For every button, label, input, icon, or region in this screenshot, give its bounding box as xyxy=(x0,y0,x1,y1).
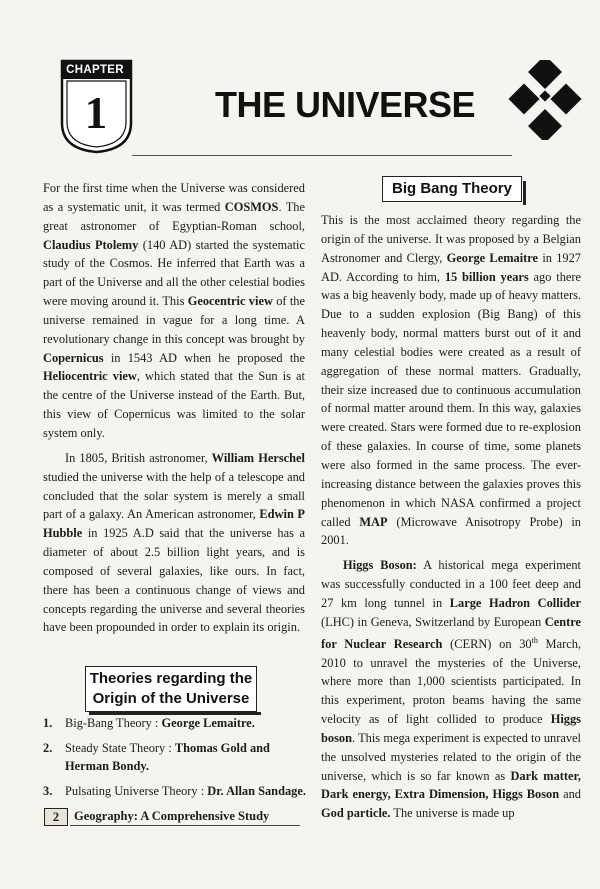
bold-term: Centre for Nuclear Research xyxy=(321,614,581,651)
bold-term: Claudius Ptolemy xyxy=(43,237,139,252)
bold-term: COSMOS xyxy=(224,199,279,214)
bold-term: Geocentric view xyxy=(187,294,273,309)
text-run: (CERN) on 30 xyxy=(442,636,532,651)
bold-term: MAP xyxy=(359,514,388,529)
intro-paragraph-1 xyxy=(43,179,305,443)
theories-list xyxy=(43,714,308,806)
big-bang-paragraph xyxy=(321,211,581,550)
theory-proponent: Thomas Gold and Herman Bondy. xyxy=(65,740,270,773)
bold-term: William Herschel xyxy=(211,450,305,465)
text-run: . The great astronomer of Egyptian-Roman school, xyxy=(43,199,305,233)
right-column xyxy=(321,211,581,823)
text-run: In 1805, British astronomer, xyxy=(65,450,212,465)
text-run: (Microwave Anisotropy Probe) in 2001. xyxy=(321,514,581,548)
bold-term: Higgs boson xyxy=(321,712,581,745)
bold-term: God particle. xyxy=(321,806,391,821)
bold-term: Edwin P Hubble xyxy=(43,507,305,541)
text-run: of the universe remained in vague for a long time. A revolutionary change in this concept was brought by xyxy=(43,294,305,346)
theories-heading-line-2: Origin of the Universe xyxy=(92,690,250,707)
text-run: studied the universe with the help of a telescope and concluded that the solar system is merely a small part of a galaxy. An American astronomer, xyxy=(43,469,305,522)
text-run: in 1925 A.D said that the universe has a diameter of about 2.5 billion light years, and is composed of several galaxies, like ours. In fact, there has been a continuous change of views and concepts regarding the universe and several theories have been propounded in order to explain its origin. xyxy=(43,526,305,635)
bold-term: George Lemaitre xyxy=(446,250,539,265)
page-number: 2 xyxy=(44,808,68,826)
text-run: (140 AD) started the systematic study of the Cosmos. He inferred that Earth was a part of the Universe and all the other celestial bodies were moving around it. This xyxy=(43,237,305,309)
list-number: 3. xyxy=(43,783,53,798)
text-run: ago there was a big heavenly body, made up of heavy matters. Due to a sudden explosion (Big Bang) of this heavenly body, normal matters burst out of it and many celestial bodies were created as a result of aggregation of these normal matters. Gradually, their size increased due to continuous accumulation of normal matter around them. In this way, galaxies were created. Stars were formed due to re-explosion of these galaxies. In course of time, some planets were also formed in the same process. The ever-increasing distance between the galaxies proves this phenomenon in which NASA confirmed a project called xyxy=(321,269,582,529)
text-run: A historical mega experiment was successfully conducted in a 100 feet deep and 27 km long tunnel in xyxy=(321,558,581,610)
bold-term: Higgs Boson: xyxy=(343,558,417,573)
text-run: , which stated that the Sun is at the centre of the Universe instead of the Earth. But, this view of Copernicus was limited to the solar system only. xyxy=(43,369,306,440)
theory-proponent: George Lemaitre. xyxy=(161,716,255,730)
bold-term: Copernicus xyxy=(43,350,104,365)
theory-name: Steady State Theory : xyxy=(65,740,175,755)
text-run: in 1927 AD. According to him, xyxy=(321,250,581,284)
book-title: Geography: A Comprehensive Study xyxy=(74,809,270,823)
theories-heading xyxy=(85,666,257,712)
left-column xyxy=(43,179,305,637)
text-run: . This mega experiment is expected to unravel the unsolved mysteries related to the origin of the universe, which is so far known as xyxy=(321,730,581,783)
diamond-pattern-icon xyxy=(505,60,585,140)
title-underline xyxy=(132,155,512,156)
theory-proponent: Dr. Allan Sandage. xyxy=(207,783,306,798)
text-run: and xyxy=(559,787,581,802)
bold-term: Dark matter, Dark energy, Extra Dimension, Higgs Boson xyxy=(321,768,582,802)
higgs-boson-paragraph xyxy=(321,556,581,823)
intro-paragraph-2 xyxy=(43,449,305,637)
list-number: 2. xyxy=(43,740,53,755)
list-item xyxy=(43,739,308,776)
bold-term: Heliocentric view xyxy=(43,369,137,384)
text-run: The universe is made up xyxy=(390,806,515,821)
chapter-badge xyxy=(58,57,135,155)
footer-rule xyxy=(70,825,300,826)
theories-heading-line-1: Theories regarding the xyxy=(89,670,253,687)
text-run: in 1543 AD when he proposed the xyxy=(103,350,305,365)
text-run: This is the most acclaimed theory regarding the origin of the universe. It was proposed by a Belgian Astronomer and Clergy, xyxy=(321,213,581,265)
text-run: March, 2010 to unravel the mysteries of the Universe, where more than 1,000 scientists participated. In this experiment, proton beams having the same velocity as of light collided to produce xyxy=(321,636,581,727)
big-bang-heading: Big Bang Theory xyxy=(382,176,522,202)
text-run: (LHC) in Geneva, Switzerland by European xyxy=(321,614,545,629)
chapter-title: THE UNIVERSE xyxy=(215,84,476,125)
bold-term: Large Hadron Collider xyxy=(449,595,582,610)
list-number: 1. xyxy=(43,716,53,730)
page-footer xyxy=(44,808,524,826)
chapter-label: CHAPTER xyxy=(66,64,124,76)
text-run: th xyxy=(531,635,538,645)
list-item xyxy=(43,782,308,801)
theory-name: Pulsating Universe Theory : xyxy=(65,783,208,798)
theory-name: Big-Bang Theory : xyxy=(65,716,162,730)
text-run: For the first time when the Universe was considered as a systematic unit, it was termed xyxy=(43,181,305,214)
list-item xyxy=(43,714,308,733)
bold-term: 15 billion years xyxy=(444,269,529,284)
chapter-number: 1 xyxy=(84,88,108,138)
